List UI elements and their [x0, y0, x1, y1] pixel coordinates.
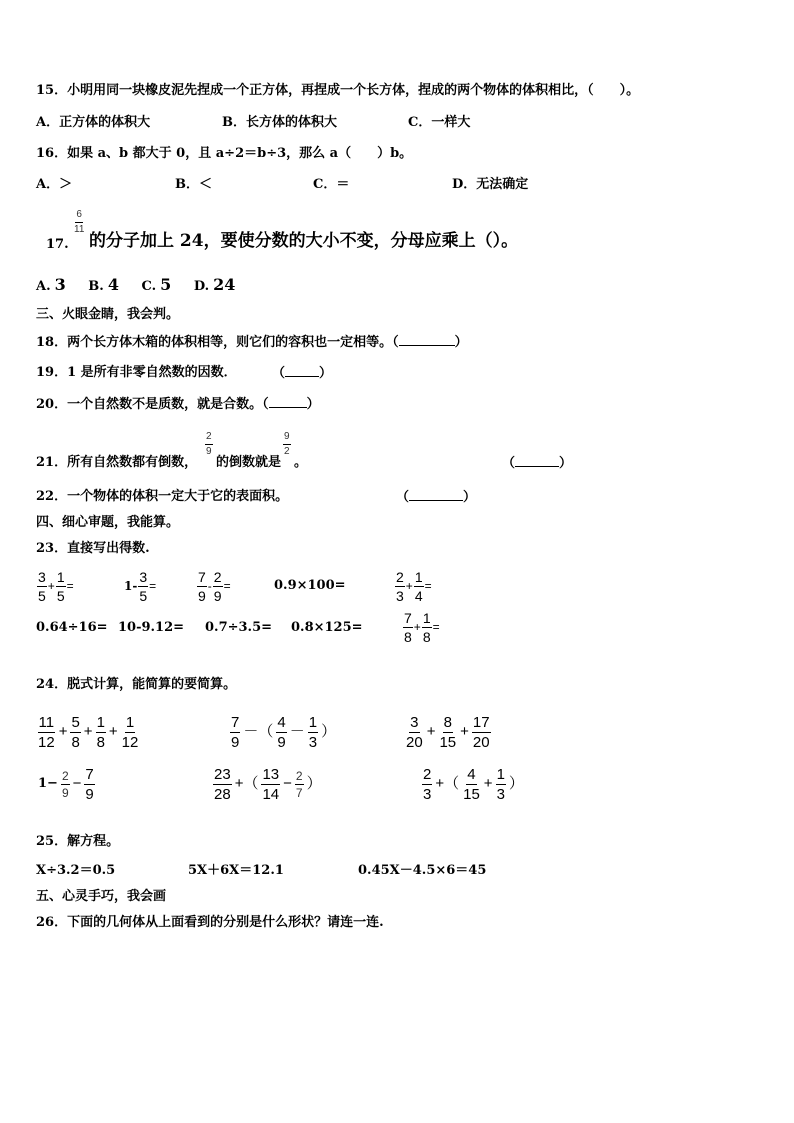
numerator: 4	[467, 765, 476, 783]
numerator: 13	[262, 765, 280, 783]
q19-answer-blank[interactable]	[285, 364, 319, 377]
q21-frac2-numerator: 9	[283, 432, 291, 445]
q23-expr-2	[124, 566, 156, 607]
numerator: 2	[213, 568, 222, 585]
denominator: 3	[396, 587, 404, 604]
q21-fraction-1	[204, 432, 214, 457]
numerator: 3	[410, 713, 419, 731]
numerator: 2	[295, 768, 303, 783]
operator: +	[47, 579, 55, 593]
q23-title: 23．直接写出得数.	[36, 541, 150, 556]
q21-frac2-denominator: 2	[284, 446, 290, 457]
q24-title: 24．脱式计算，能简算的要简算。	[36, 677, 237, 692]
q17-option-d-value: 24	[213, 275, 236, 294]
equals-sign: =	[223, 579, 231, 593]
q23-expr-5	[394, 566, 432, 607]
q24-expr-2b	[212, 762, 324, 807]
numerator: 7	[231, 713, 240, 731]
numerator: 23	[214, 765, 231, 783]
q18-answer-blank[interactable]	[399, 333, 455, 346]
operator: －	[289, 723, 305, 740]
numerator: 5	[71, 713, 80, 731]
q24-expr-2a	[36, 762, 96, 807]
denominator: 15	[439, 733, 457, 751]
operator: +	[58, 723, 68, 740]
q21-frac1-denominator: 9	[206, 446, 212, 457]
denominator: 5	[38, 587, 46, 604]
operator: −	[283, 775, 292, 792]
q24-expr-1a	[36, 710, 140, 755]
operator: －（	[243, 723, 274, 740]
q19-answer	[272, 364, 332, 383]
denominator: 9	[85, 785, 94, 803]
q22-open: （	[396, 490, 410, 505]
q21-answer	[502, 454, 572, 473]
numerator: 7	[85, 765, 94, 783]
section-3-heading: 三、火眼金睛，我会判。	[36, 307, 180, 322]
operator: +	[426, 723, 436, 740]
q25-equation-2: 5X＋6X＝12.1	[188, 863, 284, 878]
denominator: 8	[71, 733, 80, 751]
q17-text: 的分子加上 24，要使分数的大小不变，分母应乘上（）。	[89, 231, 519, 251]
operator: +	[460, 723, 469, 740]
denominator: 28	[214, 785, 231, 803]
q23-expr-8: 0.7÷3.5=	[205, 620, 273, 635]
q17-option-b-value: 4	[107, 275, 119, 294]
numerator: 17	[472, 713, 490, 731]
denominator: 12	[121, 733, 139, 751]
q25-equation-3: 0.45X－4.5×6＝45	[358, 863, 487, 878]
q21-close: ）	[559, 456, 573, 471]
numerator: 1	[308, 713, 318, 731]
q17-option-c-value: 5	[160, 275, 172, 294]
q17-option-a-label: A.	[36, 279, 51, 294]
denominator: 14	[262, 785, 280, 803]
q20-text: 20．一个自然数不是质数，就是合数。（	[36, 397, 269, 412]
operator: +（	[435, 775, 460, 792]
q21-answer-blank[interactable]	[515, 454, 559, 467]
numerator: 11	[38, 713, 55, 731]
denominator: 20	[406, 733, 423, 751]
numerator: 4	[277, 713, 286, 731]
numerator: 2	[423, 765, 432, 783]
q22-close: ）	[463, 490, 477, 505]
q25-title: 25．解方程。	[36, 834, 120, 849]
q16-stem: 16．如果 a、b 都大于 0，且 a÷2＝b÷3，那么 a（ ）b。	[36, 146, 413, 161]
q21-mid-text: 的倒数就是	[216, 455, 282, 470]
numerator: 2	[396, 568, 404, 585]
operator: +	[405, 579, 413, 593]
q15-option-c: C．一样大	[408, 115, 471, 130]
q16-option-b: B．＜	[175, 177, 212, 192]
numerator: 1	[422, 609, 431, 626]
q21-frac1-numerator: 2	[205, 432, 213, 445]
q21-end: 。	[294, 455, 308, 470]
q22-answer	[396, 488, 476, 507]
operator: +（	[234, 775, 259, 792]
q19-close: ）	[319, 366, 333, 381]
q17-frac-numerator: 6	[75, 210, 83, 223]
numerator: 1	[125, 713, 135, 731]
q26-text: 26．下面的几何体从上面看到的分别是什么形状？请连一连.	[36, 915, 384, 930]
q17-number: 17.	[46, 237, 69, 252]
q25-equation-1: X÷3.2＝0.5	[36, 863, 116, 878]
close-paren: ）	[508, 775, 524, 792]
numerator: 1	[96, 713, 105, 731]
denominator: 8	[422, 628, 431, 645]
denominator: 9	[277, 733, 286, 751]
q21-text: 21．所有自然数都有倒数，	[36, 455, 198, 470]
q24-expr-2c	[421, 762, 526, 807]
equals-sign: =	[424, 579, 432, 593]
numerator: 7	[404, 609, 412, 626]
q23-expr-1	[36, 566, 74, 607]
denominator: 9	[213, 587, 222, 604]
q19-text: 19．1 是所有非零自然数的因数．	[36, 365, 237, 380]
q17-options	[36, 275, 235, 297]
denominator: 4	[414, 587, 423, 604]
operator: -	[207, 579, 212, 593]
q15-stem: 15．小明用同一块橡皮泥先捏成一个正方体，再捏成一个长方体，捏成的两个物体的体积相比，（ ）。	[36, 83, 640, 98]
numerator: 1	[414, 568, 423, 585]
equals-sign: =	[149, 579, 157, 593]
q18-close: ）	[454, 335, 468, 350]
close-paren: ）	[321, 723, 337, 740]
denominator: 5	[56, 587, 65, 604]
numerator: 3	[38, 568, 46, 585]
q23-expr-6: 0.64÷16=	[36, 620, 108, 635]
numerator: 1	[496, 765, 505, 783]
denominator: 15	[463, 785, 480, 803]
q23-expr-4: 0.9×100=	[274, 578, 346, 593]
q17-fraction	[72, 210, 86, 235]
denominator: 5	[139, 587, 148, 604]
q16-option-c: C．＝	[313, 177, 350, 192]
denominator: 9	[231, 733, 240, 751]
close-paren: ）	[306, 775, 322, 792]
q23-expr-7: 10-9.12=	[118, 620, 185, 635]
denominator: 20	[472, 733, 490, 751]
q20-answer-blank[interactable]	[269, 395, 307, 408]
operator: +	[83, 723, 93, 740]
q15-option-b: B．长方体的体积大	[222, 115, 337, 130]
q16-option-a: A．＞	[36, 177, 73, 192]
denominator: 3	[423, 785, 432, 803]
denominator: 8	[404, 628, 412, 645]
q21-open: （	[502, 456, 516, 471]
section-5-heading: 五、心灵手巧，我会画	[36, 889, 167, 904]
denominator: 3	[308, 733, 318, 751]
q23-expr-3	[196, 566, 231, 607]
q20-close: ）	[306, 397, 320, 412]
q18-text: 18．两个长方体木箱的体积相等，则它们的容积也一定相等。（	[36, 335, 399, 350]
operator: +	[108, 723, 118, 740]
q22-text: 22．一个物体的体积一定大于它的表面积。	[36, 489, 289, 504]
denominator: 8	[96, 733, 105, 751]
q17-option-d-label: D.	[193, 279, 210, 294]
operator: +	[413, 620, 421, 634]
numerator: 1	[56, 568, 65, 585]
denominator: 9	[198, 587, 206, 604]
section-4-heading: 四、细心审题，我能算。	[36, 515, 180, 530]
q22-answer-blank[interactable]	[409, 488, 463, 501]
q17-option-a-value: 3	[54, 275, 66, 294]
numerator: 7	[198, 568, 206, 585]
denominator: 3	[496, 785, 505, 803]
operator: +	[483, 775, 493, 792]
denominator: 9	[61, 785, 69, 800]
operator: −	[72, 775, 82, 792]
numerator: 3	[139, 568, 148, 585]
q18	[36, 333, 468, 352]
q24-expr-1b	[229, 710, 338, 755]
denominator: 7	[295, 785, 303, 800]
q20	[36, 395, 320, 414]
q23-expr-10	[402, 607, 440, 648]
q21-fraction-2	[282, 432, 292, 457]
numerator: 8	[443, 713, 452, 731]
q23-expr-9: 0.8×125=	[291, 620, 363, 635]
equals-sign: =	[432, 620, 440, 634]
q17-option-c-label: C.	[141, 279, 157, 294]
q16-option-d: D．无法确定	[452, 177, 529, 192]
q19-open: （	[272, 366, 286, 381]
q24-expr-1c	[404, 710, 492, 755]
q15-option-a: A．正方体的体积大	[36, 115, 151, 130]
prefix: 1−	[38, 776, 58, 791]
q17-option-b-label: B.	[88, 279, 104, 294]
prefix: 1-	[124, 579, 138, 593]
denominator: 12	[38, 733, 55, 751]
q17-frac-denominator: 11	[74, 224, 85, 235]
equals-sign: =	[66, 579, 74, 593]
numerator: 2	[61, 768, 69, 783]
